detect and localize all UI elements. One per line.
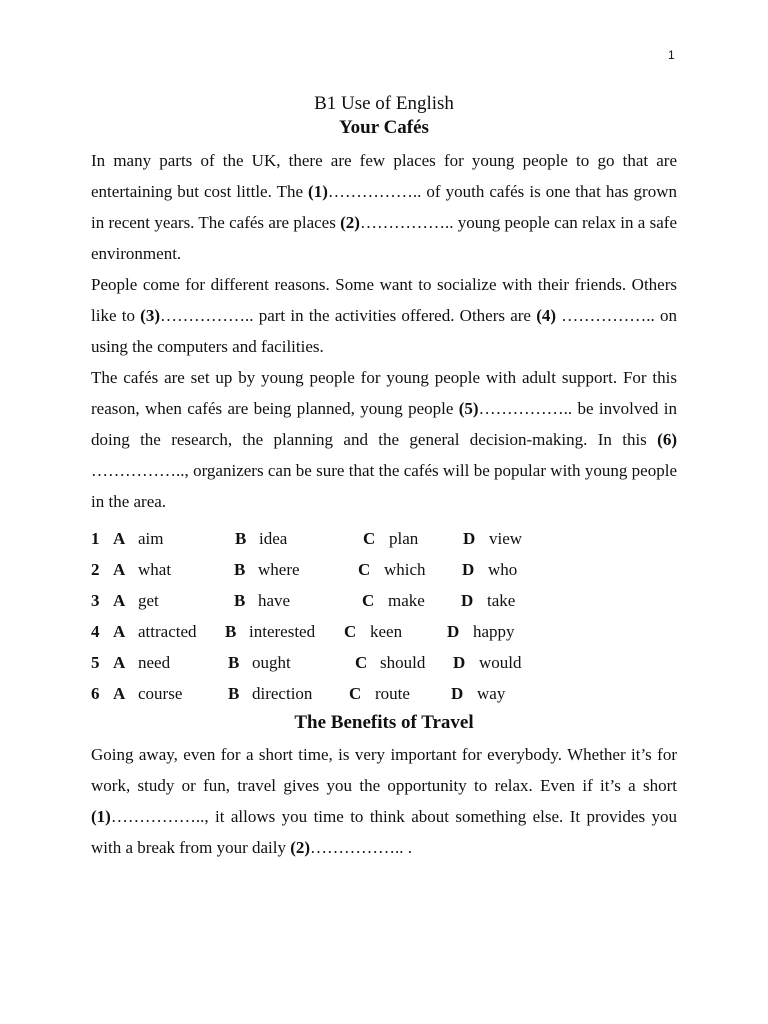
option-letter: B <box>228 684 240 703</box>
option-letter: D <box>447 622 460 641</box>
gap-number: (2) <box>290 838 311 857</box>
option-letter: B <box>234 560 246 579</box>
option-letter: B <box>228 653 240 672</box>
paragraph: The cafés are set up by young people for young people with adult support. For this reason, when cafés are being planned, young people (5)…………….. be involved in doing the research, the planning and the general decision-making. In this (6) …………….., organizers can be sure that the cafés will be popular with young people in the area. <box>91 368 677 511</box>
option-word: direction <box>252 684 313 703</box>
option-word: where <box>258 560 300 579</box>
option-letter: D <box>453 653 466 672</box>
option-word: would <box>479 653 522 672</box>
question-number: 3 <box>91 591 100 610</box>
question-row <box>91 647 677 678</box>
option-letter: C <box>362 591 375 610</box>
option-word: need <box>138 653 171 672</box>
option-word: which <box>384 560 426 579</box>
section-title-your-cafes: Your Cafés <box>339 117 429 138</box>
option-word: interested <box>249 622 316 641</box>
option-word: ought <box>252 653 291 672</box>
option-letter: C <box>358 560 371 579</box>
question-number: 4 <box>91 622 100 641</box>
gap-number: (6) <box>657 430 677 449</box>
option-word: should <box>380 653 426 672</box>
option-word: attracted <box>138 622 197 641</box>
option-letter: D <box>462 560 475 579</box>
section2-text <box>91 739 677 863</box>
question-row <box>91 585 677 616</box>
option-word: aim <box>138 529 164 548</box>
option-letter: C <box>355 653 368 672</box>
page-number: 1 <box>668 48 675 62</box>
option-word: course <box>138 684 183 703</box>
option-word: happy <box>473 622 515 641</box>
gap-number: (1) <box>308 182 328 201</box>
option-letter: A <box>113 684 126 703</box>
option-word: way <box>477 684 506 703</box>
gap-number: (4) <box>536 306 557 325</box>
option-letter: A <box>113 591 126 610</box>
gap-number: (2) <box>340 213 360 232</box>
option-letter: A <box>113 622 126 641</box>
option-letter: D <box>451 684 464 703</box>
option-word: view <box>489 529 523 548</box>
document-body <box>91 92 677 863</box>
option-word: idea <box>259 529 288 548</box>
question-number: 1 <box>91 529 100 548</box>
question-row <box>91 678 677 709</box>
paragraph: Going away, even for a short time, is very important for everybody. Whether it’s for work, study or fun, travel gives you the opportunity to relax. Even if it’s a short (1)…………….., it allows you time to think about something else. It provides you with a break from your daily (2)…………….. . <box>91 745 677 857</box>
question-row <box>91 616 677 647</box>
question-number: 6 <box>91 684 100 703</box>
paragraph: People come for different reasons. Some want to socialize with their friends. Others like to (3)…………….. part in the activities offered. Others are (4) …………….. on using the computers and facilities. <box>91 275 678 356</box>
option-letter: C <box>349 684 362 703</box>
option-letter: D <box>461 591 474 610</box>
question-row <box>91 554 677 585</box>
option-letter: A <box>113 560 126 579</box>
question-number: 2 <box>91 560 100 579</box>
answer-options-table <box>91 523 677 709</box>
question-row <box>91 523 677 554</box>
option-word: plan <box>389 529 419 548</box>
option-letter: A <box>113 529 126 548</box>
option-word: have <box>258 591 291 610</box>
option-word: make <box>388 591 425 610</box>
gap-number: (3) <box>140 306 160 325</box>
section-title-benefits-of-travel: The Benefits of Travel <box>294 712 474 733</box>
option-letter: C <box>344 622 357 641</box>
option-letter: C <box>363 529 376 548</box>
gap-number: (1) <box>91 807 111 826</box>
paragraph: In many parts of the UK, there are few places for young people to go that are entertaining but cost little. The (1)…………….. of youth cafés is one that has grown in recent years. The cafés are places (2)…………….. young people can relax in a safe environment. <box>91 151 677 263</box>
option-letter: B <box>235 529 247 548</box>
option-word: take <box>487 591 516 610</box>
option-word: who <box>488 560 518 579</box>
option-letter: B <box>234 591 246 610</box>
option-letter: D <box>463 529 476 548</box>
gap-number: (5) <box>458 399 479 418</box>
option-word: get <box>138 591 159 610</box>
option-letter: B <box>225 622 237 641</box>
option-word: route <box>375 684 410 703</box>
option-word: what <box>138 560 172 579</box>
section1-text <box>91 145 677 517</box>
option-letter: A <box>113 653 126 672</box>
question-number: 5 <box>91 653 100 672</box>
document-title: B1 Use of English <box>314 93 454 114</box>
option-word: keen <box>370 622 403 641</box>
